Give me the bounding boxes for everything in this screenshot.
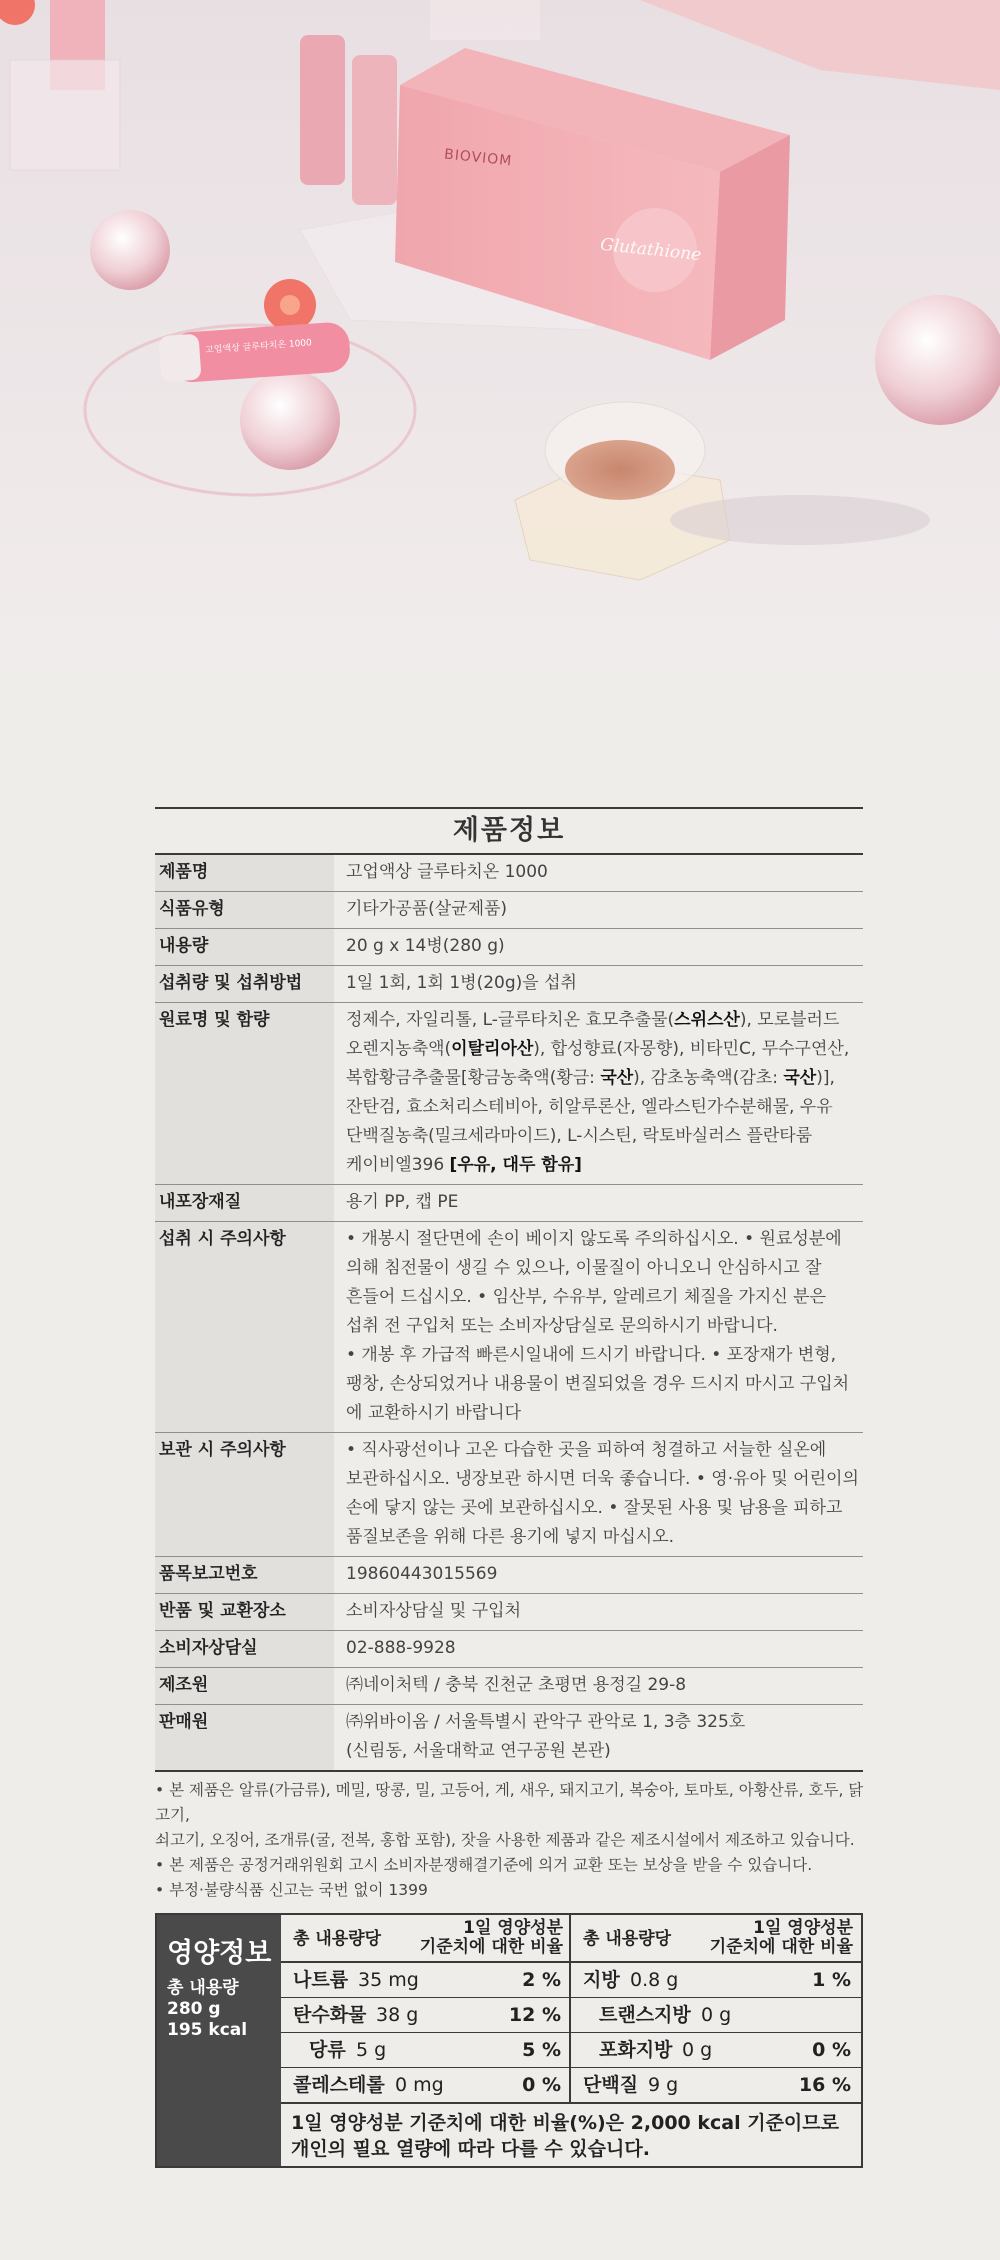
nutrition-row-amount: 0.8 g	[630, 1969, 679, 1991]
nutrition-row-percent: 16 %	[798, 2074, 851, 2096]
nutrition-footnote-2: 개인의 필요 열량에 따라 다를 수 있습니다.	[291, 2138, 650, 2160]
info-row	[155, 1594, 863, 1631]
info-row-value-line: 보관하십시오. 냉장보관 하시면 더욱 좋습니다. • 영·유아 및 어린이의	[346, 1469, 859, 1489]
nutrition-row	[571, 1998, 861, 2033]
info-row-value	[334, 1557, 863, 1594]
info-row-value-line: 20 g x 14병(280 g)	[346, 936, 505, 956]
info-row-value	[334, 892, 863, 929]
info-row-value-line: 고업액상 글루타치온 1000	[346, 862, 548, 882]
nutrition-row-name: 당류	[309, 2039, 346, 2061]
info-row-label: 판매원	[155, 1705, 334, 1772]
nutrition-row-percent: 5 %	[522, 2039, 561, 2061]
nutrition-row	[571, 2068, 861, 2103]
nutrition-row	[281, 1963, 571, 1998]
info-row-value	[334, 1631, 863, 1668]
info-row-label: 반품 및 교환장소	[155, 1594, 334, 1631]
nutrition-header-label: 총 내용량당	[293, 1929, 382, 1949]
nutrition-header-ratio-1: 1일 영양성분	[463, 1918, 563, 1938]
info-row-value	[334, 1668, 863, 1705]
note-line: • 부정·불량식품 신고는 국번 없이 1399	[155, 1881, 428, 1899]
nutrition-row-amount: 0 mg	[395, 2074, 444, 2096]
info-row	[155, 1705, 863, 1772]
info-row-value-line: • 개봉 후 가급적 빠른시일내에 드시기 바랍니다. • 포장재가 변형,	[346, 1345, 837, 1365]
nutrition-row-percent: 2 %	[522, 1969, 561, 1991]
box-script-label: Glutathione	[599, 234, 703, 266]
note-line: • 본 제품은 공정거래위원회 고시 소비자분쟁해결기준에 의거 교환 또는 보상을 받을 수 있습니다.	[155, 1856, 813, 1874]
info-row	[155, 966, 863, 1003]
info-row-value	[334, 1705, 863, 1772]
info-row-value-line: 복합황금추출물[황금농축액(황금: 국산), 감초농축액(감초: 국산)],	[346, 1068, 835, 1088]
info-row-value-line: 소비자상담실 및 구입처	[346, 1601, 522, 1621]
info-row-value-line: 기타가공품(살균제품)	[346, 899, 508, 919]
info-row-label: 섭취량 및 섭취방법	[155, 966, 334, 1003]
box-brand-logo: BIOVIOM	[443, 146, 513, 170]
nutrition-header-ratio-2: 기준치에 대한 비율	[419, 1937, 563, 1957]
info-row-label: 원료명 및 함량	[155, 1003, 334, 1185]
info-row-label: 제품명	[155, 855, 334, 892]
note-line: 쇠고기, 오징어, 조개류(굴, 전복, 홍합 포함), 잣을 사용한 제품과 같은 제조시설에서 제조하고 있습니다.	[155, 1831, 855, 1849]
vial-label: 고업액상 글루타치온 1000	[204, 338, 313, 356]
nutrition-total-kcal: 195 kcal	[167, 2020, 248, 2040]
info-row-value-line: 손에 닿지 않는 곳에 보관하십시오. • 잘못된 사용 및 남용을 피하고	[346, 1498, 843, 1518]
info-row-value	[334, 1433, 863, 1557]
nutrition-facts-panel	[155, 1913, 863, 2168]
info-row	[155, 1003, 863, 1185]
nutrition-row-name: 나트륨	[293, 1969, 349, 1991]
info-row-value-line: 용기 PP, 캡 PE	[346, 1192, 459, 1212]
info-row-value-line: 잔탄검, 효소처리스테비아, 히알루론산, 엘라스틴가수분해물, 우유	[346, 1097, 833, 1117]
nutrition-footnote	[281, 2104, 861, 2166]
info-row-value-line: 케이비엘396 [우유, 대두 함유]	[346, 1155, 582, 1175]
info-row-value-line: ㈜위바이옴 / 서울특별시 관악구 관악로 1, 3층 325호	[346, 1712, 746, 1732]
nutrition-header-ratio-1: 1일 영양성분	[753, 1918, 853, 1938]
nutrition-row-amount: 38 g	[376, 2004, 419, 2026]
nutrition-row-percent: 0 %	[522, 2074, 561, 2096]
info-row	[155, 1222, 863, 1433]
info-row-label: 소비자상담실	[155, 1631, 334, 1668]
info-row-label: 섭취 시 주의사항	[155, 1222, 334, 1433]
nutrition-row-amount: 5 g	[356, 2039, 387, 2061]
nutrition-row	[281, 1998, 571, 2033]
info-row	[155, 1557, 863, 1594]
info-row	[155, 855, 863, 892]
info-row-value-line: 팽창, 손상되었거나 내용물이 변질되었을 경우 드시지 마시고 구입처	[346, 1374, 850, 1394]
nutrition-total-weight: 280 g	[167, 1999, 221, 2019]
info-row-value-line: 의해 침전물이 생길 수 있으나, 이물질이 아니오니 안심하시고 잘	[346, 1258, 822, 1278]
nutrition-row-percent: 0 %	[812, 2039, 851, 2061]
info-row	[155, 892, 863, 929]
nutrition-header-ratio	[420, 1919, 563, 1957]
product-info-title: 제품정보	[155, 807, 863, 855]
info-row-value	[334, 1003, 863, 1185]
product-photo-illustration	[0, 0, 1000, 667]
info-row-value-line: • 직사광선이나 고온 다습한 곳을 피하여 청결하고 서늘한 실온에	[346, 1440, 827, 1460]
info-row-value-line: 1일 1회, 1회 1병(20g)을 섭취	[346, 973, 577, 993]
info-row-value-line: 에 교환하시기 바랍니다	[346, 1403, 522, 1423]
nutrition-row	[571, 1963, 861, 1998]
info-row-value	[334, 855, 863, 892]
info-row	[155, 1668, 863, 1705]
info-row-label: 보관 시 주의사항	[155, 1433, 334, 1557]
nutrition-row-name: 지방	[583, 1969, 620, 1991]
info-row-label: 품목보고번호	[155, 1557, 334, 1594]
info-row-value-line: (신림동, 서울대학교 연구공원 본관)	[346, 1741, 611, 1761]
info-row-label: 식품유형	[155, 892, 334, 929]
nutrition-row-amount: 35 mg	[358, 1969, 419, 1991]
product-info-table	[155, 855, 863, 1772]
nutrition-title: 영양정보	[167, 1938, 272, 1969]
nutrition-divider	[569, 1915, 571, 2104]
nutrition-header-right	[571, 1915, 861, 1963]
info-row	[155, 929, 863, 966]
info-row	[155, 1433, 863, 1557]
nutrition-row-percent: 12 %	[508, 2004, 561, 2026]
nutrition-footnote-1: 1일 영양성분 기준치에 대한 비율(%)은 2,000 kcal 기준이므로	[291, 2112, 839, 2134]
nutrition-row	[281, 2033, 571, 2068]
product-photo	[0, 0, 1000, 667]
info-row-value	[334, 966, 863, 1003]
info-row-value-line: 19860443015569	[346, 1564, 498, 1584]
nutrition-row-amount: 0 g	[682, 2039, 713, 2061]
info-row-label: 내용량	[155, 929, 334, 966]
nutrition-row-amount: 0 g	[701, 2004, 732, 2026]
nutrition-summary	[157, 1915, 281, 2166]
nutrition-row-percent: 1 %	[812, 1969, 851, 1991]
info-row-value-line: 품질보존을 위해 다른 용기에 넣지 마십시오.	[346, 1527, 675, 1547]
nutrition-row-name: 포화지방	[599, 2039, 673, 2061]
info-row-value-line: 정제수, 자일리톨, L-글루타치온 효모추출물(스위스산), 모로블러드	[346, 1010, 840, 1030]
nutrition-row-name: 탄수화물	[293, 2004, 367, 2026]
product-info-section	[155, 807, 863, 1772]
info-row-value-line: 흔들어 드십시오. • 임산부, 수유부, 알레르기 체질을 가지신 분은	[346, 1287, 827, 1307]
nutrition-row-name: 단백질	[583, 2074, 639, 2096]
info-row-value-line: • 개봉시 절단면에 손이 베이지 않도록 주의하십시오. • 원료성분에	[346, 1229, 842, 1249]
info-row-value	[334, 929, 863, 966]
info-row-value	[334, 1222, 863, 1433]
nutrition-row-name: 트랜스지방	[599, 2004, 691, 2026]
info-row-label: 제조원	[155, 1668, 334, 1705]
info-row	[155, 1631, 863, 1668]
info-row-value-line: 단백질농축(밀크세라마이드), L-시스틴, 락토바실러스 플란타룸	[346, 1126, 813, 1146]
info-row-value-line: 오렌지농축액(이탈리아산), 합성향료(자몽향), 비타민C, 무수구연산,	[346, 1039, 850, 1059]
nutrition-header-label: 총 내용량당	[583, 1929, 672, 1949]
info-row-label: 내포장재질	[155, 1185, 334, 1222]
nutrition-header-left	[281, 1915, 571, 1963]
info-row	[155, 1185, 863, 1222]
nutrition-row-amount: 9 g	[648, 2074, 679, 2096]
info-row-value	[334, 1594, 863, 1631]
info-row-value-line: 섭취 전 구입처 또는 소비자상담실로 문의하시기 바랍니다.	[346, 1316, 778, 1336]
nutrition-total	[167, 1978, 247, 2041]
note-line: • 본 제품은 알류(가금류), 메밀, 땅콩, 밀, 고등어, 게, 새우, 돼지고기, 복숭아, 토마토, 아황산류, 호두, 닭고기,	[155, 1781, 864, 1824]
nutrition-row-name: 콜레스테롤	[293, 2074, 385, 2096]
info-row-value	[334, 1185, 863, 1222]
product-notes	[155, 1778, 865, 1903]
nutrition-row	[281, 2068, 571, 2103]
info-row-value-line: 02-888-9928	[346, 1638, 456, 1658]
nutrition-row	[571, 2033, 861, 2068]
nutrition-header-ratio	[710, 1919, 853, 1957]
nutrition-total-label: 총 내용량	[167, 1978, 239, 1998]
nutrition-header-ratio-2: 기준치에 대한 비율	[709, 1937, 853, 1957]
info-row-value-line: ㈜네이처텍 / 충북 진천군 초평면 용정길 29-8	[346, 1675, 687, 1695]
